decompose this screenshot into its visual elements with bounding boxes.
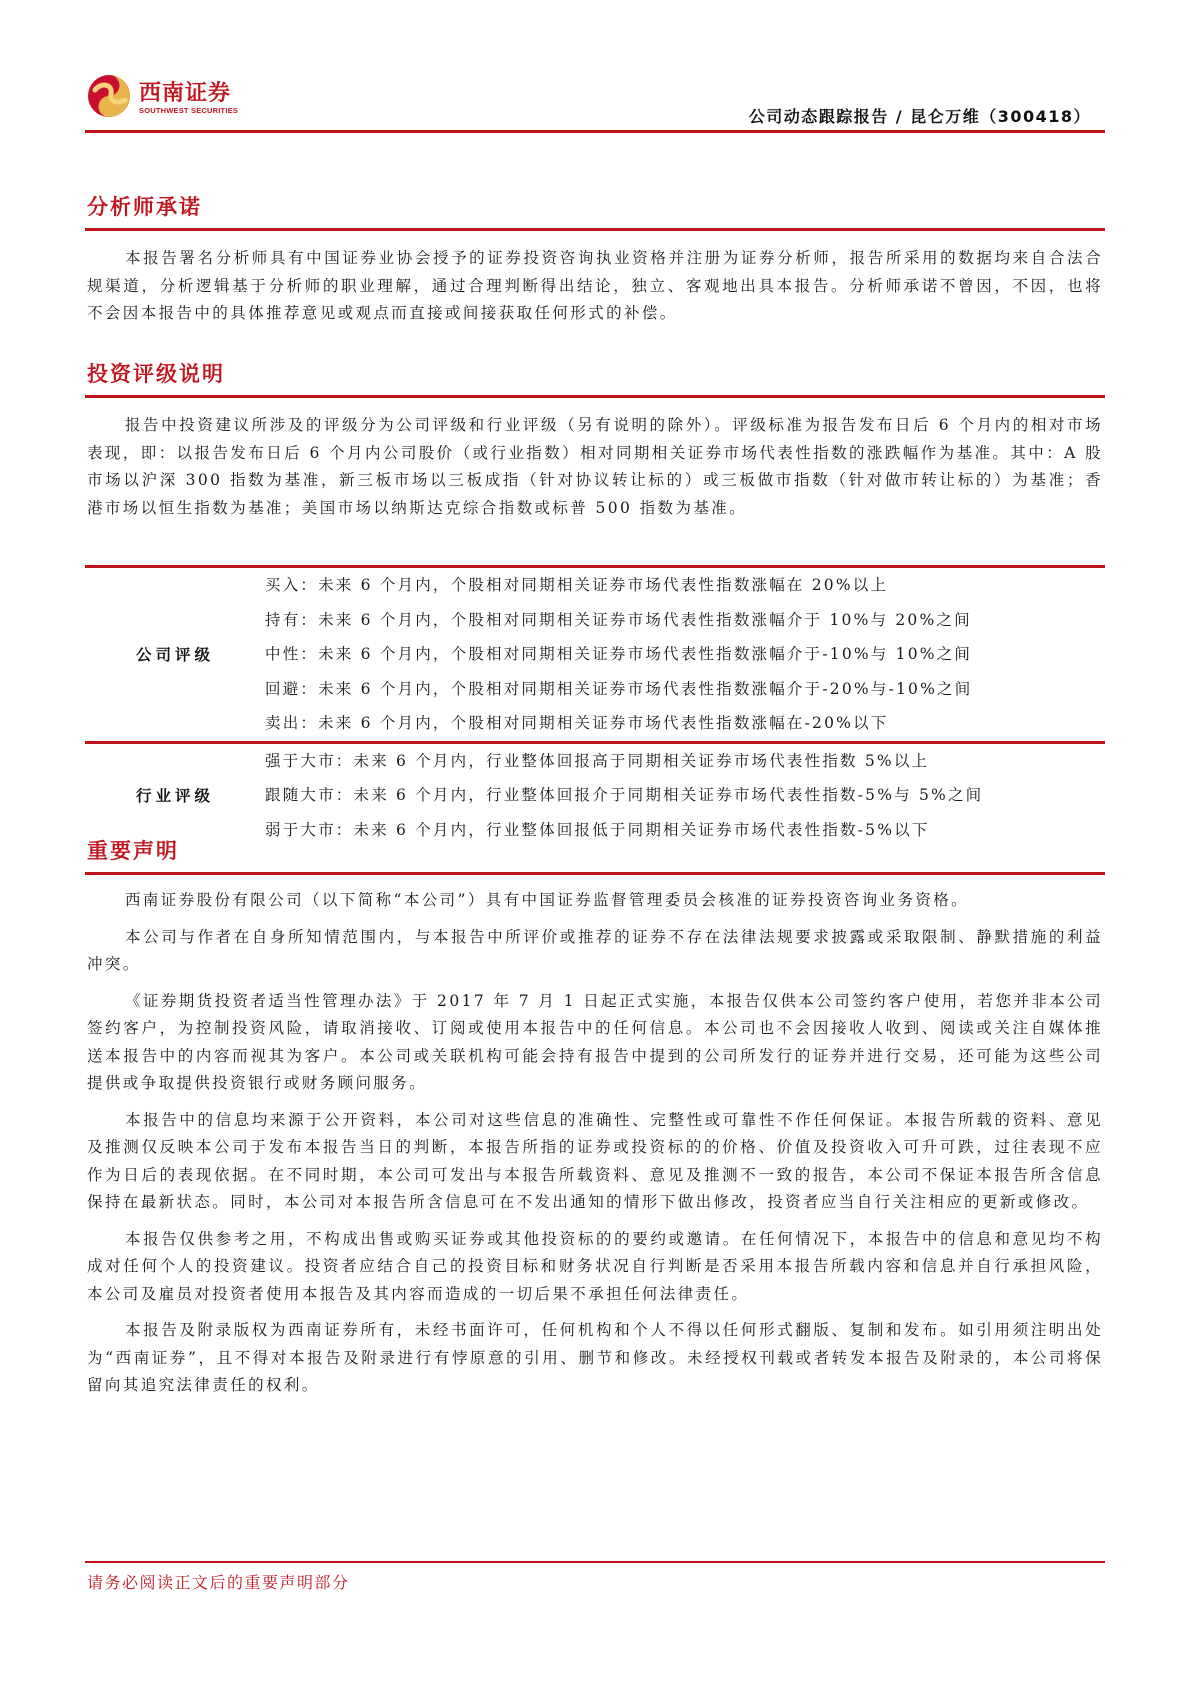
section-divider [85,228,1105,231]
header-divider [85,130,1105,133]
rating-row-avoid: 回避：未来 6 个月内，个股相对同期相关证券市场代表性指数涨幅介于-20%与-10%之间 [265,679,973,698]
section-analyst-commitment [85,190,1105,328]
section-important-disclaimer [85,834,1105,1400]
section-title: 分析师承诺 [87,194,202,219]
paragraph: 西南证券股份有限公司（以下简称“本公司”）具有中国证券监督管理委员会核准的证券投资咨询业务资格。 [125,891,970,909]
paragraph: 本报告仅供参考之用，不构成出售或购买证券或其他投资标的的要约或邀请。在任何情况下，本报告中的信息和意见均不构成对任何个人的投资建议。投资者应结合自己的投资目标和财务状况自行判断是否采用本报告所载内容和信息并自行承担风险，本公司及雇员对投资者使用本报告及其内容而造成的一切后果不承担任何法律责任。 [87,1229,1103,1303]
logo-text-cn: 西南证券 [139,80,232,106]
paragraph: 本报告及附录版权为西南证券所有，未经书面许可，任何机构和个人不得以任何形式翻版、复制和发布。如引用须注明出处为“西南证券”，且不得对本报告及附录进行有悖原意的引用、删节和修改。未经授权刊载或者转发本报告及附录的，本公司将保留向其追究法律责任的权利。 [87,1321,1103,1394]
paragraph: 本报告署名分析师具有中国证券业协会授予的证券投资咨询执业资格并注册为证券分析师，报告所采用的数据均来自合法合规渠道，分析逻辑基于分析师的职业理解，通过合理判断得出结论，独立、客观地出具本报告。分析师承诺不曾因，不因，也将不会因本报告中的具体推荐意见或观点而直接或间接获取任何形式的补偿。 [87,249,1103,322]
section-divider [85,872,1105,875]
section-divider [85,395,1105,398]
paragraph: 本报告中的信息均来源于公开资料，本公司对这些信息的准确性、完整性或可靠性不作任何保证。本报告所载的资料、意见及推测仅反映本公司于发布本报告当日的判断，本报告所指的证券或投资标的的价格、价值及投资收入可升可跌，过往表现不应作为日后的表现依据。在不同时期，本公司可发出与本报告所载资料、意见及推测不一致的报告，本公司不保证本报告所含信息保持在最新状态。同时，本公司对本报告所含信息可在不发出通知的情形下做出修改，投资者应当自行关注相应的更新或修改。 [87,1110,1103,1211]
industry-rating-group [85,744,1105,848]
section-title: 重要声明 [87,838,179,863]
company-rating-group [85,568,1105,741]
logo-text-en: SOUTHWEST SECURITIES [139,106,239,115]
rating-row-sell: 卖出：未来 6 个月内，个股相对同期相关证券市场代表性指数涨幅在-20%以下 [265,714,889,732]
report-title: 公司动态跟踪报告 / 昆仑万维（300418） [748,107,1091,126]
section-rating-explanation [85,357,1105,522]
company-rating-label: 公司评级 [135,646,214,665]
page-header [85,72,1105,134]
rating-row-market-perform: 跟随大市：未来 6 个月内，行业整体回报介于同期相关证券市场代表性指数-5%与 5%之间 [265,786,984,804]
rating-row-neutral: 中性：未来 6 个月内，个股相对同期相关证券市场代表性指数涨幅介于-10%与 10%之间 [265,645,973,663]
company-logo [87,72,287,124]
paragraph: 报告中投资建议所涉及的评级分为公司评级和行业评级（另有说明的除外）。评级标准为报告发布日后 6 个月内的相对市场表现，即：以报告发布日后 6 个月内公司股价（或行业指数）相对同期相关证券市场代表性指数的涨跌幅作为基准。其中：A 股市场以沪深 300 指数为基准，新三板市场以三板成指（针对协议转让标的）或三板做市指数（针对做市转让标的）为基准；香港市场以恒生指数为基准；美国市场以纳斯达克综合指数或标普 500 指数为基准。 [87,416,1103,517]
paragraph: 本公司与作者在自身所知情范围内，与本报告中所评价或推荐的证券不存在法律法规要求披露或采取限制、静默措施的利益冲突。 [87,927,1103,973]
rating-row-outperform: 强于大市：未来 6 个月内，行业整体回报高于同期相关证券市场代表性指数 5%以上 [265,751,930,770]
footer-notice: 请务必阅读正文后的重要声明部分 [87,1573,350,1592]
logo-mark-icon [87,74,131,118]
industry-rating-label: 行业评级 [135,787,214,806]
rating-table [85,565,1105,847]
rating-row-hold: 持有：未来 6 个月内，个股相对同期相关证券市场代表性指数涨幅介于 10%与 20%之间 [265,610,972,629]
rating-row-buy: 买入：未来 6 个月内，个股相对同期相关证券市场代表性指数涨幅在 20%以上 [265,576,889,594]
section-title: 投资评级说明 [87,361,225,386]
rating-row-underperform: 弱于大市：未来 6 个月内，行业整体回报低于同期相关证券市场代表性指数-5%以下 [265,820,930,839]
paragraph: 《证券期货投资者适当性管理办法》于 2017 年 7 月 1 日起正式实施，本报告仅供本公司签约客户使用，若您并非本公司签约客户，为控制投资风险，请取消接收、订阅或使用本报告中的任何信息。本公司也不会因接收人收到、阅读或关注自媒体推送本报告中的内容而视其为客户。本公司或关联机构可能会持有报告中提到的公司所发行的证券并进行交易，还可能为这些公司提供或争取提供投资银行或财务顾问服务。 [87,991,1103,1092]
footer-divider [85,1561,1105,1563]
